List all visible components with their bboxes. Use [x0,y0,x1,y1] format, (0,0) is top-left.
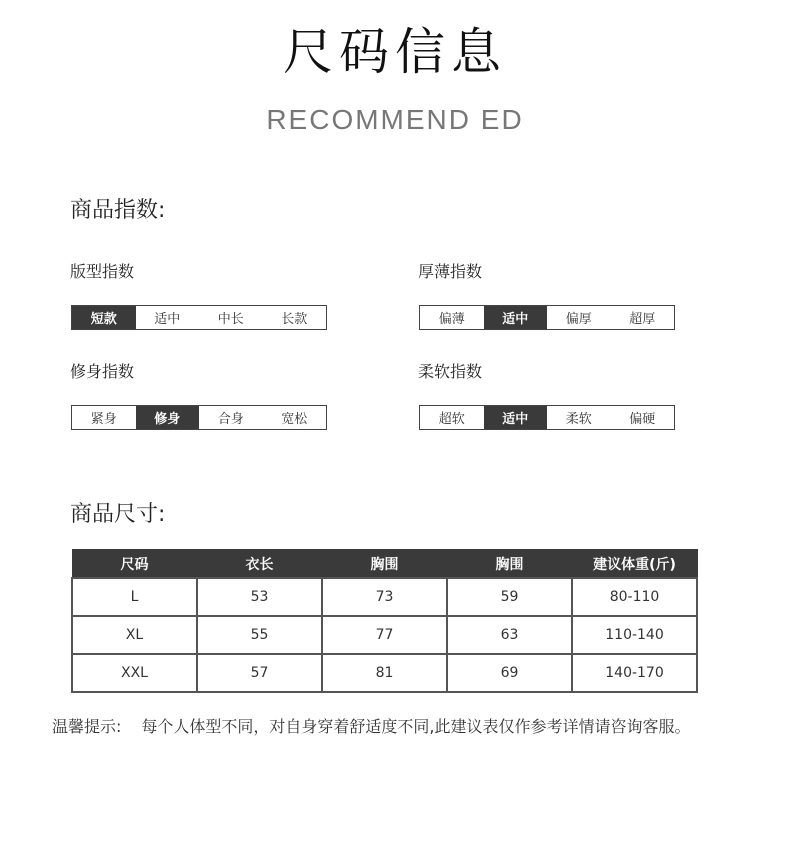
index-option: 超厚 [629,312,656,327]
index-option: 适中 [484,306,548,329]
index-option: 合身 [217,412,244,427]
index-option: 偏厚 [565,312,592,327]
index-option: 修身 [136,406,200,429]
size-table-header: 胸围 [322,550,447,579]
table-cell: 140-170 [572,654,697,692]
index-scale-softness [419,405,675,430]
index-label-fit-length: 版型指数 [70,262,135,281]
table-cell: 55 [197,616,322,654]
table-cell: 110-140 [572,616,697,654]
table-cell: 63 [447,616,572,654]
index-option: 宽松 [281,412,308,427]
table-cell: 57 [197,654,322,692]
index-option: 长款 [281,312,308,327]
size-table-header: 衣长 [197,550,322,579]
table-row [72,578,697,616]
page-subtitle: RECOMMEND ED [266,104,524,135]
index-option: 中长 [217,312,244,327]
size-table-header-row [72,550,697,579]
table-cell: XXL [72,654,197,692]
table-row [72,654,697,692]
warm-tip-text: 每个人体型不同，对自身穿着舒适度不同,此建议表仅作参考详情请咨询客服。 [141,717,691,736]
warm-tip-label: 温馨提示: [52,717,122,736]
index-option: 偏薄 [438,312,465,327]
index-scale-thickness [419,305,675,330]
product-index-title: 商品指数: [70,198,166,223]
index-label-slim: 修身指数 [70,362,135,381]
table-cell: 69 [447,654,572,692]
page-title: 尺码信息 [283,23,507,81]
table-cell: 73 [322,578,447,616]
table-row [72,616,697,654]
table-cell: 59 [447,578,572,616]
size-table [71,549,698,693]
table-cell: 53 [197,578,322,616]
index-option: 柔软 [565,412,592,427]
index-label-softness: 柔软指数 [418,362,483,381]
product-size-title: 商品尺寸: [70,502,166,527]
table-cell: 80-110 [572,578,697,616]
table-cell: L [72,578,197,616]
index-option: 偏硬 [629,412,656,427]
size-table-header: 胸围 [447,550,572,579]
index-option: 适中 [484,406,548,429]
table-cell: 77 [322,616,447,654]
index-option: 超软 [438,412,465,427]
index-scale-fit-length [71,305,327,330]
warm-tip [52,714,691,737]
index-label-thickness: 厚薄指数 [418,262,483,281]
index-scale-slim [71,405,327,430]
index-option: 短款 [72,306,136,329]
size-table-header: 尺码 [72,550,197,579]
index-option: 紧身 [90,412,117,427]
table-cell: XL [72,616,197,654]
size-table-header: 建议体重(斤) [572,550,697,579]
table-cell: 81 [322,654,447,692]
index-option: 适中 [154,312,181,327]
